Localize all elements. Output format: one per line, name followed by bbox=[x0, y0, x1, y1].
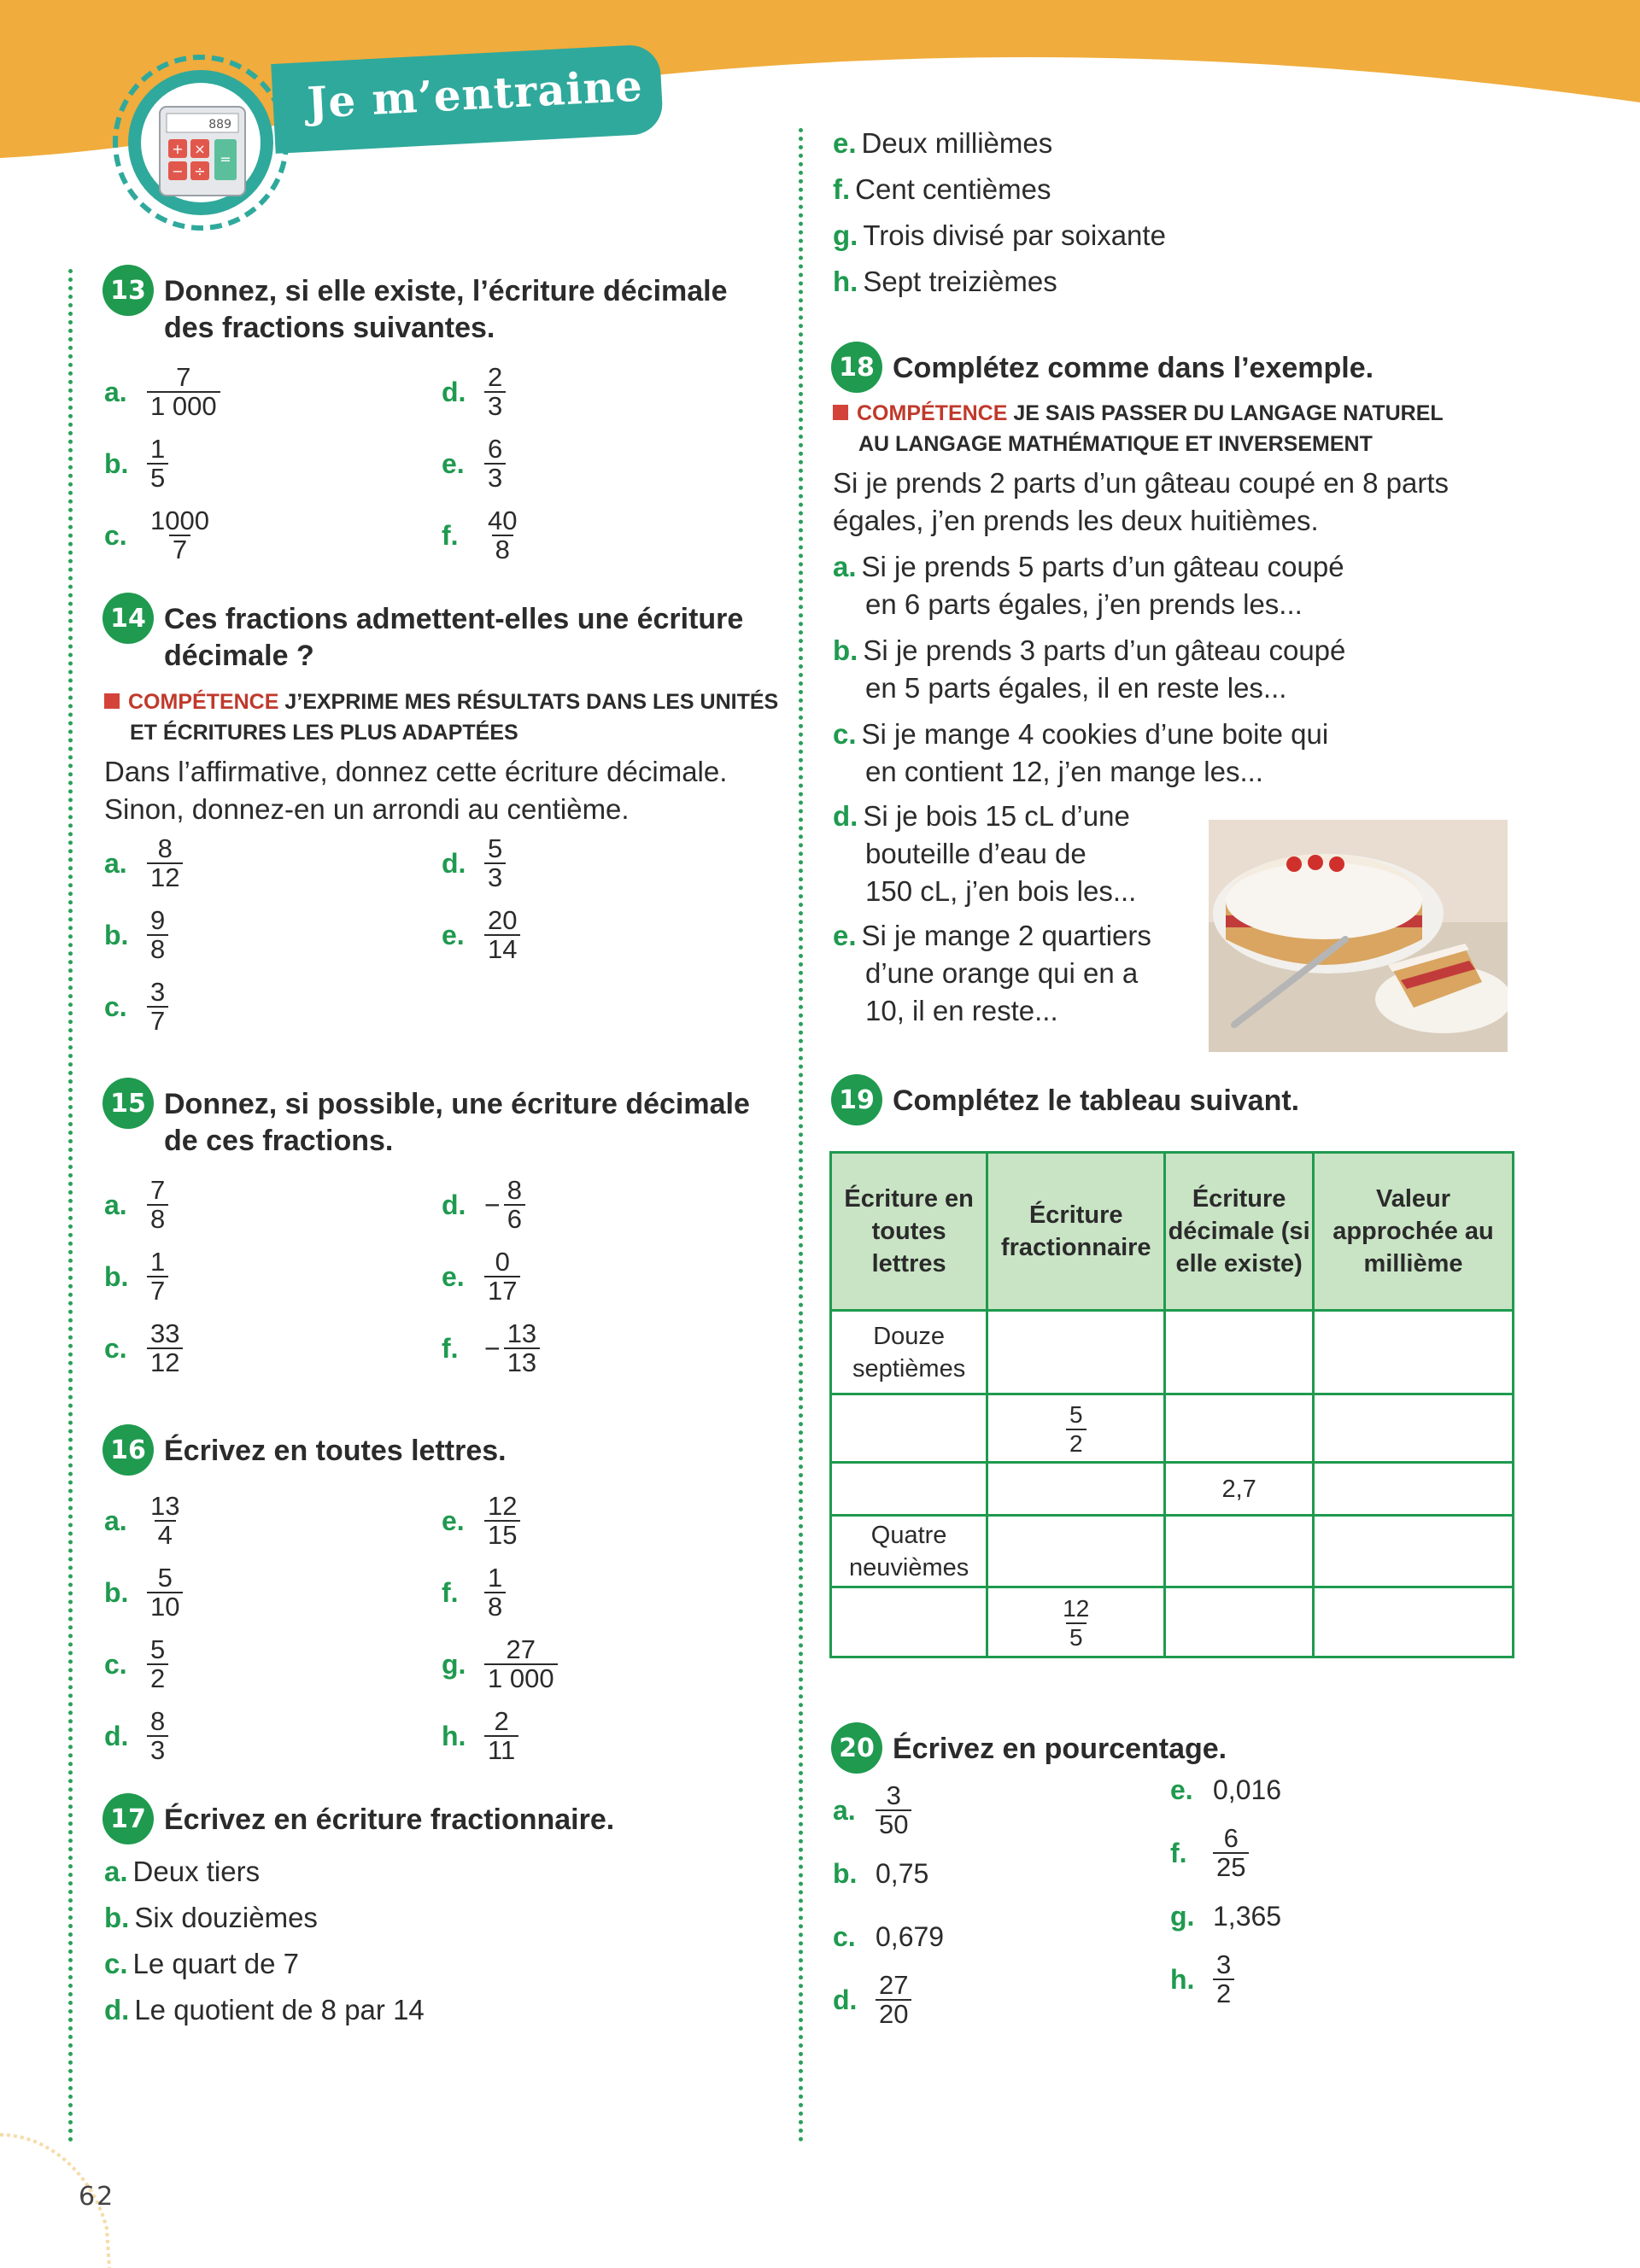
numerator: 7 bbox=[176, 362, 191, 392]
cell-approx bbox=[1313, 1587, 1513, 1657]
item-label: c. bbox=[104, 991, 127, 1022]
item-label: d. bbox=[833, 1984, 858, 2015]
fraction bbox=[147, 1636, 168, 1692]
fraction-list bbox=[104, 832, 779, 1038]
item-label: b. bbox=[104, 1902, 130, 1933]
numerator: 33 bbox=[150, 1318, 180, 1348]
item-label: c. bbox=[104, 1648, 127, 1680]
svg-text:=: = bbox=[220, 151, 231, 167]
numerator: 6 bbox=[1223, 1823, 1239, 1853]
table-header: Valeur approchée au millième bbox=[1313, 1153, 1513, 1311]
item-text: Deux tiers bbox=[132, 1856, 261, 1887]
list-item bbox=[833, 716, 1542, 791]
fraction-item bbox=[104, 1245, 442, 1308]
item-label: g. bbox=[833, 219, 858, 251]
fraction-item bbox=[442, 432, 779, 495]
numerator: 7 bbox=[150, 1175, 166, 1205]
left-dotted-rule bbox=[68, 269, 73, 2143]
item-label: g. bbox=[1170, 1900, 1195, 1932]
cell-fraction bbox=[987, 1394, 1165, 1463]
numerator: 12 bbox=[488, 1491, 518, 1521]
denominator: 6 bbox=[504, 1204, 525, 1233]
left-column bbox=[104, 273, 779, 2037]
denominator: 8 bbox=[147, 1204, 168, 1233]
numerator: 5 bbox=[157, 1563, 173, 1593]
fraction bbox=[484, 1493, 520, 1549]
denominator: 1 000 bbox=[147, 391, 220, 420]
exercise-title: Écrivez en écriture fractionnaire. bbox=[164, 1803, 615, 1836]
cell-decimal bbox=[1165, 1587, 1314, 1657]
numerator: 1 bbox=[150, 1247, 166, 1277]
fraction-item bbox=[442, 504, 779, 567]
table-row bbox=[831, 1463, 1514, 1516]
table-header: Écriture fractionnaire bbox=[987, 1153, 1165, 1311]
list-item bbox=[104, 1991, 779, 2029]
exercise-title: Écrivez en toutes lettres. bbox=[164, 1435, 507, 1467]
numerator: 1000 bbox=[150, 506, 209, 535]
cell-letters bbox=[831, 1463, 987, 1516]
denominator: 1 000 bbox=[484, 1663, 558, 1692]
exercise-number: 16 bbox=[102, 1424, 154, 1476]
item-label: b. bbox=[104, 919, 129, 950]
item-label: a. bbox=[104, 847, 127, 879]
denominator: 11 bbox=[484, 1735, 518, 1764]
item-label: e. bbox=[442, 919, 465, 950]
fraction-list bbox=[104, 1489, 779, 1768]
numerator: 0 bbox=[495, 1247, 510, 1277]
fraction bbox=[876, 1972, 911, 2028]
denominator: 8 bbox=[147, 934, 168, 963]
fraction-item bbox=[104, 504, 442, 567]
percent-item bbox=[1170, 1948, 1508, 2011]
item-label: c. bbox=[104, 519, 127, 551]
denominator: 2 bbox=[1066, 1429, 1086, 1458]
item-label: d. bbox=[104, 1720, 129, 1751]
item-label: c. bbox=[104, 1948, 128, 1979]
item-line bbox=[833, 716, 1542, 753]
list-item bbox=[833, 548, 1542, 623]
fraction bbox=[1213, 1825, 1249, 1881]
numerator: 9 bbox=[150, 905, 166, 935]
exercise-title: Ces fractions admettent-elles une écriture décimale ? bbox=[164, 603, 744, 672]
svg-text:+: + bbox=[172, 141, 184, 157]
denominator: 3 bbox=[484, 862, 506, 891]
item-line: en 5 parts égales, il en reste les... bbox=[865, 672, 1287, 704]
table-row bbox=[831, 1516, 1514, 1587]
fraction-item bbox=[442, 360, 779, 424]
denominator: 5 bbox=[147, 463, 168, 492]
denominator: 15 bbox=[484, 1520, 520, 1549]
item-value: 1,365 bbox=[1213, 1900, 1282, 1932]
cell-decimal bbox=[1165, 1516, 1314, 1587]
fraction-item bbox=[442, 1489, 779, 1552]
fraction-item bbox=[104, 360, 442, 424]
fraction-list bbox=[104, 360, 779, 567]
denominator: 3 bbox=[484, 463, 506, 492]
list-item bbox=[833, 632, 1542, 707]
item-e: e. Si je mange 2 quartiers d’une orange qui en a 10, il en reste... bbox=[833, 920, 1151, 1026]
percent-item bbox=[833, 1779, 1170, 1842]
denominator: 14 bbox=[484, 934, 520, 963]
exercise-20 bbox=[833, 1731, 1542, 2031]
numerator: 27 bbox=[879, 1970, 909, 2000]
fraction-item bbox=[104, 1633, 442, 1696]
fraction bbox=[484, 364, 506, 420]
denominator: 17 bbox=[484, 1276, 520, 1305]
fraction-item bbox=[442, 1245, 779, 1308]
fraction bbox=[147, 907, 168, 963]
list-item bbox=[833, 125, 1542, 162]
fraction-item bbox=[442, 832, 779, 895]
exercise-19 bbox=[833, 1083, 1542, 1658]
table-row bbox=[831, 1587, 1514, 1657]
item-label: c. bbox=[104, 1332, 127, 1364]
fraction bbox=[504, 1177, 525, 1233]
fraction bbox=[147, 1493, 183, 1549]
denominator: 8 bbox=[492, 535, 513, 564]
table-header: Écriture décimale (si elle existe) bbox=[1165, 1153, 1314, 1311]
numerator: 40 bbox=[488, 506, 518, 535]
fraction bbox=[147, 1708, 168, 1764]
exercise-number: 20 bbox=[831, 1722, 882, 1774]
page-number: 62 bbox=[79, 2182, 115, 2212]
numerator: 8 bbox=[150, 1706, 166, 1736]
numerator: 2 bbox=[488, 362, 503, 392]
item-list bbox=[833, 548, 1542, 791]
cell-fraction bbox=[987, 1516, 1165, 1587]
fraction-item bbox=[104, 832, 442, 895]
list-item bbox=[833, 217, 1542, 254]
item-line: en contient 12, j’en mange les... bbox=[865, 756, 1263, 787]
fraction-item bbox=[442, 1317, 779, 1380]
item-list bbox=[104, 1853, 779, 2029]
numerator: 13 bbox=[150, 1491, 180, 1521]
exercise-17 bbox=[104, 1802, 779, 2029]
table-header: Écriture en toutes lettres bbox=[831, 1153, 987, 1311]
minus-sign: − bbox=[484, 1189, 501, 1220]
numerator: 8 bbox=[157, 833, 173, 863]
item-label: e. bbox=[442, 1505, 465, 1536]
item-label: f. bbox=[833, 173, 851, 205]
fraction bbox=[504, 1320, 540, 1377]
denominator: 12 bbox=[147, 1347, 183, 1377]
red-square-icon bbox=[104, 693, 120, 709]
item-d: d. Si je bois 15 cL d’une bouteille d’eau de 150 cL, j’en bois les... bbox=[833, 800, 1137, 907]
fraction-list bbox=[104, 1173, 779, 1380]
exercise-16 bbox=[104, 1433, 779, 1768]
fraction bbox=[147, 979, 168, 1035]
fraction bbox=[1213, 1951, 1234, 2008]
fraction bbox=[147, 1320, 183, 1377]
cell-letters: Douze septièmes bbox=[831, 1311, 987, 1394]
numerator: 1 bbox=[150, 434, 166, 464]
example-text: Si je prends 2 parts d’un gâteau coupé en 8 parts égales, j’en prends les deux huitièmes. bbox=[833, 467, 1449, 536]
item-label: f. bbox=[442, 1576, 459, 1608]
item-label: d. bbox=[442, 847, 466, 879]
numerator: 5 bbox=[488, 833, 503, 863]
fraction-item bbox=[104, 903, 442, 967]
cell-decimal bbox=[1165, 1394, 1314, 1463]
numerator: 8 bbox=[507, 1175, 522, 1205]
item-text: Deux millièmes bbox=[861, 127, 1053, 159]
item-label: a. bbox=[833, 1794, 856, 1826]
numerator: 3 bbox=[886, 1780, 901, 1810]
percent-list-left bbox=[833, 1779, 1170, 2031]
denominator: 2 bbox=[147, 1663, 168, 1692]
denominator: 3 bbox=[484, 391, 506, 420]
fraction bbox=[484, 835, 506, 891]
fraction-item bbox=[442, 1561, 779, 1624]
fraction bbox=[876, 1782, 911, 1838]
fraction-item bbox=[104, 1317, 442, 1380]
cell-letters bbox=[831, 1394, 987, 1463]
item-label: a. bbox=[104, 376, 127, 407]
exercise-13 bbox=[104, 273, 779, 567]
percent-item bbox=[1170, 1821, 1508, 1885]
item-label: a. bbox=[833, 551, 857, 582]
exercise-14 bbox=[104, 601, 779, 1038]
svg-text:×: × bbox=[194, 141, 206, 157]
item-label: b. bbox=[104, 1260, 129, 1292]
item-text: Si je prends 3 parts d’un gâteau coupé bbox=[863, 634, 1346, 666]
item-label: h. bbox=[1170, 1963, 1195, 1995]
table-row bbox=[831, 1311, 1514, 1394]
list-item bbox=[833, 263, 1542, 301]
cell-fraction bbox=[987, 1587, 1165, 1657]
cake-photo bbox=[1209, 820, 1508, 1052]
denominator: 7 bbox=[147, 1276, 168, 1305]
item-value: 0,75 bbox=[876, 1857, 929, 1889]
item-text: Le quart de 7 bbox=[132, 1948, 300, 1979]
fraction bbox=[1066, 1401, 1086, 1458]
conversion-table bbox=[829, 1151, 1514, 1658]
fraction bbox=[484, 1708, 518, 1764]
percent-item bbox=[833, 1905, 1170, 1968]
denominator: 7 bbox=[169, 535, 190, 564]
svg-text:÷: ÷ bbox=[194, 163, 206, 179]
fraction bbox=[147, 1248, 168, 1305]
numerator: 1 bbox=[488, 1563, 503, 1593]
competence-note: COMPÉTENCE J’EXPRIME MES RÉSULTATS DANS LES UNITÉS ET ÉCRITURES LES PLUS ADAPTÉES bbox=[104, 687, 779, 748]
item-label: b. bbox=[104, 447, 129, 479]
fraction-item bbox=[104, 1173, 442, 1236]
item-label: f. bbox=[1170, 1837, 1187, 1868]
list-item bbox=[833, 171, 1542, 208]
cell-approx bbox=[1313, 1311, 1513, 1394]
table-row bbox=[831, 1394, 1514, 1463]
item-text: Si je mange 4 cookies d’une boite qui bbox=[861, 718, 1329, 750]
numerator: 6 bbox=[488, 434, 503, 464]
fraction bbox=[147, 1564, 183, 1621]
fraction-item bbox=[442, 1173, 779, 1236]
item-label: f. bbox=[442, 1332, 459, 1364]
item-label: d. bbox=[442, 376, 466, 407]
item-label: g. bbox=[442, 1648, 466, 1680]
cell-fraction bbox=[987, 1311, 1165, 1394]
exercise-number: 13 bbox=[102, 265, 154, 316]
red-square-icon bbox=[833, 405, 848, 420]
item-value: 0,016 bbox=[1213, 1774, 1282, 1805]
fraction-item bbox=[442, 903, 779, 967]
section-title: Je m’entraine bbox=[306, 60, 645, 128]
fraction bbox=[147, 364, 220, 420]
exercise-title: Donnez, si possible, une écriture décimale de ces fractions. bbox=[164, 1088, 750, 1157]
item-label: h. bbox=[442, 1720, 466, 1751]
item-label: d. bbox=[442, 1189, 466, 1220]
item-label: c. bbox=[833, 718, 857, 750]
calc-display: 889 bbox=[208, 118, 231, 132]
numerator: 2 bbox=[494, 1706, 509, 1736]
cell-approx bbox=[1313, 1463, 1513, 1516]
item-label: e. bbox=[833, 127, 857, 159]
exercise-17-continued bbox=[833, 125, 1542, 301]
denominator: 10 bbox=[147, 1592, 183, 1621]
exercise-title: Écrivez en pourcentage. bbox=[893, 1733, 1227, 1765]
denominator: 12 bbox=[147, 862, 183, 891]
exercise-title: Complétez le tableau suivant. bbox=[893, 1084, 1300, 1117]
fraction bbox=[147, 835, 183, 891]
item-line bbox=[833, 548, 1542, 586]
item-label: d. bbox=[104, 1994, 130, 2025]
percent-item bbox=[1170, 1885, 1508, 1948]
exercise-title: Complétez comme dans l’exemple. bbox=[893, 352, 1374, 384]
fraction bbox=[484, 1564, 506, 1621]
cell-decimal bbox=[1165, 1311, 1314, 1394]
numerator: 12 bbox=[1063, 1595, 1090, 1622]
denominator: 8 bbox=[484, 1592, 506, 1621]
list-item bbox=[104, 1945, 779, 1983]
fraction-item bbox=[104, 1704, 442, 1768]
fraction-item bbox=[104, 1489, 442, 1552]
item-text: Cent centièmes bbox=[855, 173, 1051, 205]
fraction bbox=[484, 507, 520, 564]
exercise-number: 18 bbox=[831, 342, 882, 393]
fraction bbox=[1059, 1595, 1092, 1651]
item-line: en 6 parts égales, j’en prends les... bbox=[865, 588, 1303, 620]
item-label: f. bbox=[442, 519, 459, 551]
item-label: h. bbox=[833, 266, 858, 297]
denominator: 50 bbox=[876, 1809, 911, 1838]
list-item bbox=[104, 1853, 779, 1891]
numerator: 5 bbox=[1069, 1401, 1083, 1428]
item-text: Six douzièmes bbox=[134, 1902, 318, 1933]
item-label: e. bbox=[442, 1260, 465, 1292]
competence-note: COMPÉTENCE JE SAIS PASSER DU LANGAGE NATUREL AU LANGAGE MATHÉMATIQUE ET INVERSEMENT bbox=[833, 398, 1542, 459]
cell-approx bbox=[1313, 1394, 1513, 1463]
fraction bbox=[484, 435, 506, 492]
exercise-number: 19 bbox=[831, 1074, 882, 1125]
item-label: c. bbox=[833, 1920, 856, 1952]
instruction-text: Dans l’affirmative, donnez cette écriture décimale. Sinon, donnez-en un arrondi au centième. bbox=[104, 756, 728, 825]
numerator: 27 bbox=[506, 1634, 536, 1664]
denominator: 4 bbox=[155, 1520, 176, 1549]
fraction bbox=[147, 1177, 168, 1233]
list-item bbox=[104, 1899, 779, 1937]
exercise-number: 14 bbox=[102, 593, 154, 644]
right-dotted-rule bbox=[799, 128, 803, 2143]
exercise-title: Donnez, si elle existe, l’écriture décimale des fractions suivantes. bbox=[164, 275, 728, 344]
item-label: b. bbox=[833, 634, 858, 666]
exercise-number: 17 bbox=[102, 1793, 154, 1844]
denominator: 7 bbox=[147, 1006, 168, 1035]
fraction bbox=[484, 1248, 520, 1305]
denominator: 3 bbox=[147, 1735, 168, 1764]
percent-item bbox=[833, 1842, 1170, 1905]
fraction bbox=[147, 435, 168, 492]
svg-text:−: − bbox=[172, 163, 184, 179]
fraction bbox=[484, 907, 520, 963]
percent-list-right bbox=[1170, 1758, 1508, 2031]
item-label: a. bbox=[104, 1856, 128, 1887]
denominator: 5 bbox=[1066, 1622, 1086, 1651]
item-line bbox=[833, 632, 1542, 669]
cell-decimal: 2,7 bbox=[1165, 1463, 1314, 1516]
fraction bbox=[147, 507, 213, 564]
cell-letters: Quatre neuvièmes bbox=[831, 1516, 987, 1587]
item-text: Trois divisé par soixante bbox=[863, 219, 1166, 251]
cell-fraction bbox=[987, 1463, 1165, 1516]
percent-item bbox=[833, 1968, 1170, 2031]
numerator: 3 bbox=[1216, 1949, 1232, 1979]
percent-item bbox=[1170, 1758, 1508, 1821]
numerator: 13 bbox=[507, 1318, 537, 1348]
numerator: 20 bbox=[488, 905, 518, 935]
item-label: b. bbox=[833, 1857, 858, 1889]
exercise-number: 15 bbox=[102, 1078, 154, 1129]
fraction-item bbox=[104, 432, 442, 495]
item-label: a. bbox=[104, 1505, 127, 1536]
numerator: 3 bbox=[150, 977, 166, 1007]
item-text: Sept treizièmes bbox=[863, 266, 1057, 297]
right-column bbox=[833, 120, 1542, 2031]
cell-letters bbox=[831, 1587, 987, 1657]
numerator: 5 bbox=[150, 1634, 166, 1664]
item-label: e. bbox=[442, 447, 465, 479]
cell-approx bbox=[1313, 1516, 1513, 1587]
fraction-item bbox=[442, 1704, 779, 1768]
item-text: Si je prends 5 parts d’un gâteau coupé bbox=[861, 551, 1344, 582]
fraction-item bbox=[104, 975, 442, 1038]
denominator: 13 bbox=[504, 1347, 540, 1377]
item-text: Le quotient de 8 par 14 bbox=[134, 1994, 425, 2025]
item-label: a. bbox=[104, 1189, 127, 1220]
item-label: b. bbox=[104, 1576, 129, 1608]
minus-sign: − bbox=[484, 1332, 501, 1364]
item-label: e. bbox=[1170, 1774, 1193, 1805]
fraction-item bbox=[442, 1633, 779, 1696]
fraction-item bbox=[104, 1561, 442, 1624]
denominator: 20 bbox=[876, 1999, 911, 2028]
denominator: 2 bbox=[1213, 1979, 1234, 2008]
denominator: 25 bbox=[1213, 1852, 1249, 1881]
fraction bbox=[484, 1636, 558, 1692]
exercise-15 bbox=[104, 1086, 779, 1380]
item-value: 0,679 bbox=[876, 1920, 945, 1952]
